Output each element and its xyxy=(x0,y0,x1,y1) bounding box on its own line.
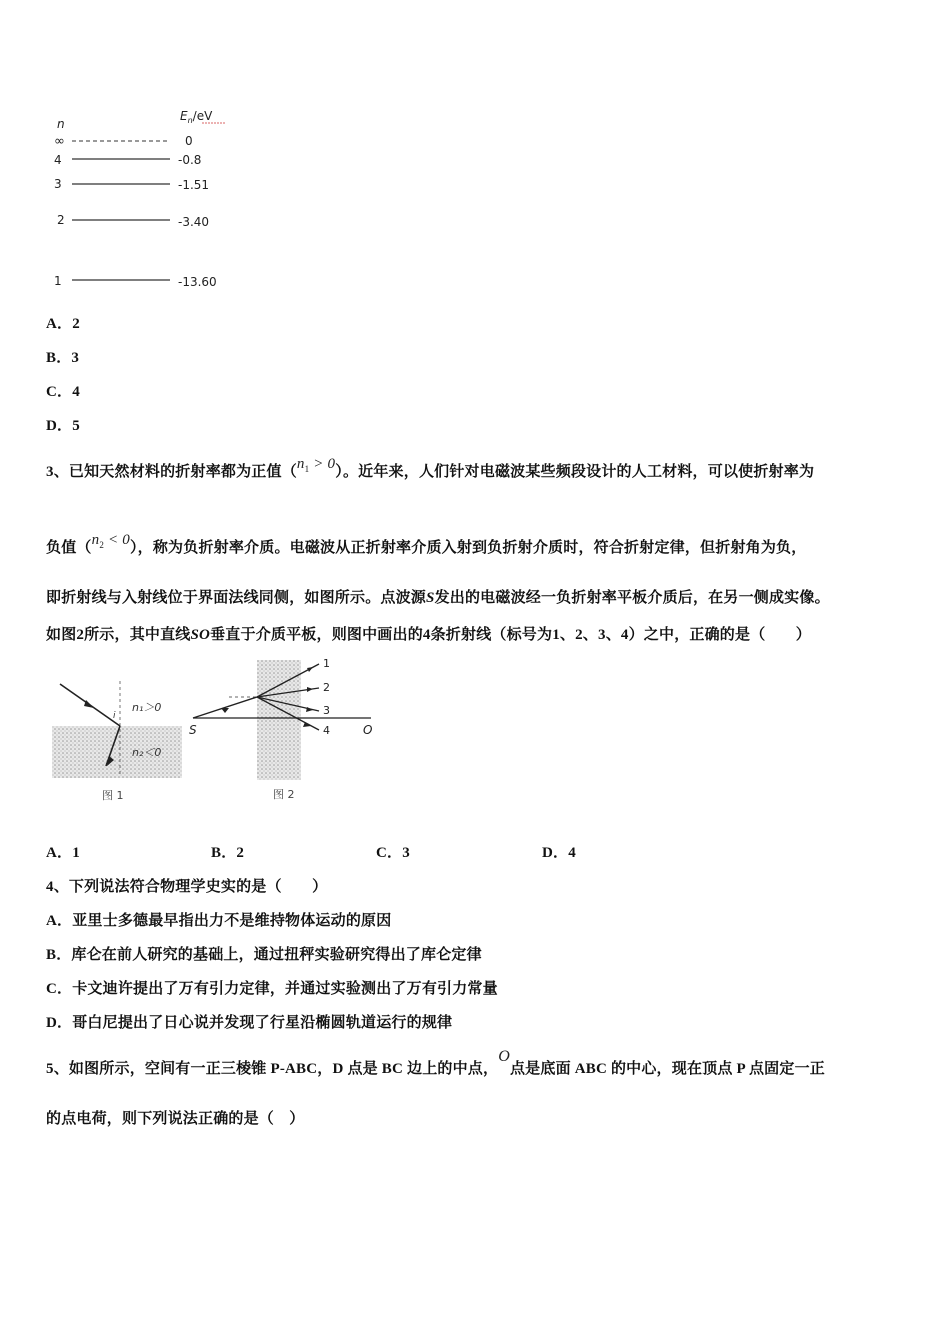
incident-ray-fig2 xyxy=(193,697,257,718)
q4-option-b[interactable]: B．库仑在前人研究的基础上，通过扭秤实验研究得出了库仑定律 xyxy=(46,947,482,963)
q3-option-a[interactable]: A．1 xyxy=(46,845,80,861)
level-n-inf: ∞ xyxy=(54,134,65,149)
q3-option-b[interactable]: B．2 xyxy=(211,845,245,861)
q3-line-4: 如图2所示，其中直线SO垂直于介质平板，则图中画出的4条折射线（标号为1、2、3、4）之中，正确的是（ ） xyxy=(46,627,811,643)
fig2-caption: 图 2 xyxy=(273,788,295,801)
point-o-label: O xyxy=(363,723,373,737)
fig1-caption: 图 1 xyxy=(102,789,124,802)
level-n-1: 1 xyxy=(54,274,62,288)
q3-figure-2 xyxy=(185,652,385,806)
e-axis-label: $E_n/eV$ xyxy=(180,109,213,125)
q2-option-c[interactable]: C．4 xyxy=(46,384,80,400)
n-axis-label: n xyxy=(57,117,65,131)
q4-option-c[interactable]: C．卡文迪许提出了万有引力定律，并通过实验测出了万有引力常量 xyxy=(46,981,498,997)
q3-math-n1: $n_1 > 0$ xyxy=(296,456,336,474)
q2-option-a[interactable]: A．2 xyxy=(46,316,80,332)
energy-level-diagram xyxy=(40,100,260,300)
q5-math-o: O xyxy=(498,1048,510,1065)
level-e-inf: 0 xyxy=(185,134,193,148)
q3-option-d[interactable]: D．4 xyxy=(542,845,576,861)
level-n-4: 4 xyxy=(54,153,62,167)
q4-option-a[interactable]: A．亚里士多德最早指出力不是维持物体运动的原因 xyxy=(46,913,392,929)
fig1-n2-label: n₂＜0 xyxy=(132,746,162,759)
ray-label-3: 3 xyxy=(323,704,330,717)
level-e-4: -0.8 xyxy=(178,153,202,167)
level-e-2: -3.40 xyxy=(178,215,210,229)
ray-label-1: 1 xyxy=(323,657,330,670)
q3-figure-1 xyxy=(50,676,185,806)
ray-label-2: 2 xyxy=(323,681,330,694)
q3-option-c[interactable]: C．3 xyxy=(376,845,410,861)
q4-option-d[interactable]: D．哥白尼提出了日心说并发现了行星沿椭圆轨道运行的规律 xyxy=(46,1015,453,1031)
level-n-2: 2 xyxy=(57,213,65,227)
negative-index-slab xyxy=(257,660,301,780)
level-n-3: 3 xyxy=(54,177,62,191)
ray-label-4: 4 xyxy=(323,724,330,737)
q4-stem: 4、下列说法符合物理学史实的是（ ） xyxy=(46,879,328,895)
q3-line-1: 3、已知天然材料的折射率都为正值$(n_1 > 0)$。近年来，人们针对电磁波某些频段设计的人工材料，可以使折射率为 xyxy=(46,456,815,480)
q2-option-d[interactable]: D．5 xyxy=(46,418,80,434)
q2-option-b[interactable]: B．3 xyxy=(46,350,80,366)
q5-line-2: 的点电荷，则下列说法正确的是（ ） xyxy=(46,1111,305,1127)
q3-math-n2: $n_2 < 0$ xyxy=(91,532,130,550)
level-e-3: -1.51 xyxy=(178,178,210,192)
point-s-label: S xyxy=(189,723,197,737)
q3-line-2: 负值$(n_2 < 0)$，称为负折射率介质。电磁波从正折射率介质入射到负折射介质时，符合折射定律，但折射角为负， xyxy=(46,532,807,556)
level-e-1: -13.60 xyxy=(178,275,217,289)
fig1-angle-i: i xyxy=(113,711,116,721)
fig1-n1-label: n₁＞0 xyxy=(132,701,162,714)
q5-line-1: 5、如图所示，空间有一正三棱锥 P-ABC，D 点是 BC 边上的中点，O点是底面 ABC 的中心，现在顶点 P 点固定一正 xyxy=(46,1048,825,1077)
q3-line-3: 即折射线与入射线位于界面法线同侧，如图所示。点波源S发出的电磁波经一负折射率平板介质后，在另一侧成实像。 xyxy=(46,590,830,606)
